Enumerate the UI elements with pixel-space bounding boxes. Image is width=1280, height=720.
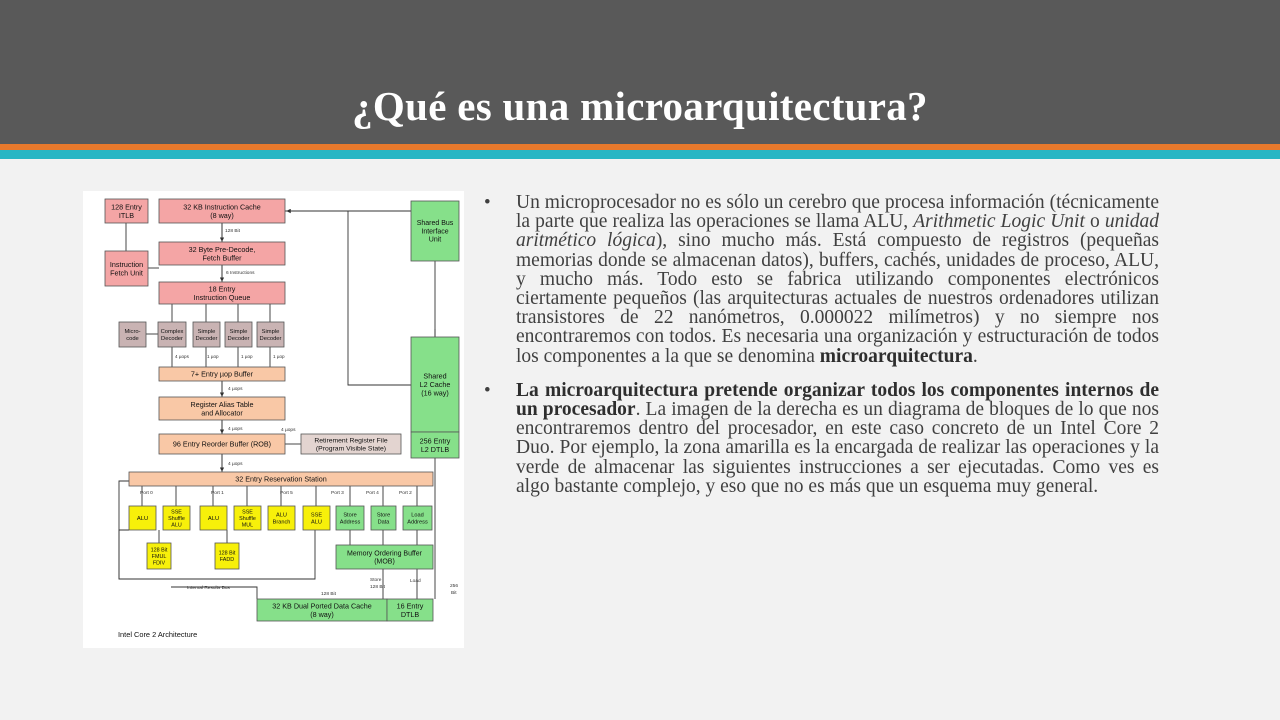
- diagram-label-uops4e: 4 µops: [228, 462, 243, 467]
- text-run: ), sino mucho más. Está compuesto de registros (pequeñas memorias donde se almacenan datos), buffers, cachés, unidades de proceso, ALU, y mucho más. Todo esto se fabrica utilizando componentes electrónicos ciertamente pequeños (las arquitecturas actuales de nuestros ordenadores utilizan transistores de 22 nanómetros, 0.000022 milímetros) y no siempre nos encontraremos con todos. Es necesaria una organización y estructuración de todos los componentes a la que se denomina: [516, 230, 1159, 367]
- block-label-alubr: ALU: [276, 512, 287, 519]
- diagram-label-port0: Port 0: [140, 491, 153, 496]
- block-label-simple3: Simple: [261, 329, 280, 336]
- block-sse2: [234, 506, 261, 530]
- block-label-itlb: 128 Entry: [111, 202, 142, 212]
- block-label-ifetch: Fetch Unit: [110, 268, 143, 278]
- diagram-label-port1: Port 1: [211, 491, 224, 496]
- block-label-rs: 32 Entry Reservation Station: [235, 474, 327, 484]
- block-label-sbiu: Interface: [421, 228, 449, 236]
- block-label-simple1: Simple: [197, 329, 216, 336]
- diagram-label-load: Load: [410, 579, 421, 584]
- diagram-label-bit256b: Bit: [451, 591, 457, 596]
- diagram-caption: Intel Core 2 Architecture: [118, 630, 198, 639]
- core2-architecture-diagram: [83, 191, 464, 648]
- block-rrf: [301, 434, 401, 454]
- block-label-simple1: Decoder: [195, 335, 218, 342]
- block-dtlb16: [387, 599, 433, 621]
- diagram-label-port3: Port 3: [331, 491, 344, 496]
- diagram-label-uops4: 4 µops: [175, 354, 189, 359]
- block-staddr: [336, 506, 364, 530]
- block-label-sse1: ALU: [171, 522, 182, 529]
- bold-term: La microarquitectura pretende organizar todos los componentes internos de un procesador: [516, 379, 1159, 421]
- block-label-ldaddr: Address: [407, 519, 428, 526]
- block-dcache: [257, 599, 387, 621]
- block-label-dcache: 32 KB Dual Ported Data Cache: [272, 601, 372, 611]
- block-label-sse1: SSE: [171, 509, 182, 516]
- block-label-stdata: Store: [376, 512, 391, 519]
- block-label-fmul: FMUL: [151, 553, 167, 560]
- block-label-mob: Memory Ordering Buffer: [347, 550, 422, 558]
- block-label-microcode: code: [126, 335, 139, 342]
- block-label-stdata: Data: [377, 519, 390, 526]
- block-ldaddr: [403, 506, 432, 530]
- diagram-label-uop1b: 1 µop: [241, 354, 253, 359]
- block-label-sbiu: Shared Bus: [416, 220, 454, 228]
- diagram-wire: [348, 211, 411, 385]
- bullet-list: [482, 193, 1159, 496]
- block-sse3: [303, 506, 330, 530]
- block-alubr: [268, 506, 295, 530]
- block-label-simple3: Decoder: [259, 335, 282, 342]
- block-alu1: [129, 506, 156, 530]
- block-uopbuf: [159, 367, 285, 381]
- block-stdata: [371, 506, 396, 530]
- block-label-uopbuf: 7+ Entry µop Buffer: [190, 369, 254, 379]
- block-fmul: [147, 543, 171, 569]
- block-label-alu1: ALU: [136, 516, 149, 523]
- block-dtlb256: [411, 432, 459, 458]
- block-label-icache: 32 KB Instruction Cache: [183, 202, 261, 212]
- block-iqueue: [159, 282, 285, 304]
- block-label-mob: (MOB): [374, 558, 395, 566]
- diagram-label-instr6: 6 Instructions: [226, 271, 255, 276]
- block-label-rob: 96 Entry Reorder Buffer (ROB): [172, 439, 272, 449]
- block-rat: [159, 397, 285, 420]
- diagram-label-bit128b: 128 Bit: [370, 585, 385, 590]
- block-icache: [159, 199, 285, 223]
- block-label-simple2: Simple: [229, 329, 248, 336]
- block-label-itlb: ITLB: [118, 210, 135, 220]
- bullet-dot: •: [484, 192, 491, 213]
- block-label-alu2: ALU: [207, 516, 220, 523]
- block-label-l2: L2 Cache: [419, 380, 451, 390]
- italic-term: unidad aritmético lógica: [516, 211, 1159, 252]
- block-alu2: [200, 506, 227, 530]
- block-mob: [336, 545, 433, 569]
- diagram-label-bit256: 256: [450, 584, 459, 589]
- block-sbiu: [411, 201, 459, 261]
- block-label-sse3: ALU: [311, 519, 322, 526]
- block-label-ifetch: Instruction: [109, 259, 144, 269]
- block-simple1: [193, 322, 220, 347]
- block-simple3: [257, 322, 284, 347]
- text-run: .: [972, 345, 978, 367]
- text-column: [482, 193, 1159, 511]
- title-bar: [0, 0, 1280, 144]
- block-fadd: [215, 543, 239, 569]
- slide-title: ¿Qué es una microarquitectura?: [352, 83, 928, 129]
- text-run: Un microprocesador no es sólo un cerebro que procesa información (técnicamente la parte que realiza las operaciones se llama ALU,: [516, 192, 1159, 233]
- block-label-predecode: 32 Byte Pre-Decode,: [188, 244, 256, 254]
- block-l2: [411, 337, 459, 432]
- block-rs: [129, 472, 433, 486]
- block-label-l2: Shared: [423, 371, 447, 381]
- block-label-sse2: MUL: [241, 522, 254, 529]
- block-sse1: [163, 506, 190, 530]
- diagram-label-store: Store: [370, 578, 382, 583]
- block-label-sse1: Shuffle: [168, 515, 185, 522]
- block-label-complex: Complex: [160, 329, 184, 336]
- diagram-label-uops4d: 4 µops: [281, 428, 296, 433]
- diagram-label-port5: Port 5: [280, 491, 293, 496]
- diagram-label-port2: Port 2: [399, 491, 412, 496]
- block-label-l2: (16 way): [421, 388, 449, 398]
- block-label-simple2: Decoder: [227, 335, 250, 342]
- diagram-label-uop1a: 1 µop: [207, 354, 219, 359]
- block-label-alubr: Branch: [272, 519, 291, 526]
- block-predecode: [159, 242, 285, 265]
- bullet-dot: •: [484, 379, 491, 401]
- block-label-iqueue: Instruction Queue: [193, 292, 251, 302]
- block-label-rrf: (Program Visible State): [315, 445, 387, 453]
- block-label-dtlb16: 16 Entry: [396, 601, 424, 611]
- block-label-sse2: SSE: [242, 509, 253, 516]
- block-label-rrf: Retirement Register File: [314, 437, 388, 445]
- diagram-label-uop1c: 1 µop: [273, 354, 285, 359]
- diagram-label-uops4b: 4 µops: [228, 387, 243, 392]
- block-label-icache: (8 way): [210, 210, 234, 220]
- text-run: . La imagen de la derecha es un diagrama de bloques de lo que nos encontraremos dentro del procesador, en este caso concreto de un Intel Core 2 Duo. Por ejemplo, la zona amarilla es la encargada de realizar las operaciones y la verde de almacenar las siguientes instrucciones a ser ejecutadas. Como ves es algo bastante complejo, y eso que no es más que un esquema muy general.: [516, 399, 1159, 497]
- bullet-item-1: [484, 192, 1159, 367]
- block-label-dtlb16: DTLB: [400, 609, 420, 619]
- block-label-sse2: Shuffle: [239, 515, 256, 522]
- block-label-rat: and Allocator: [201, 408, 243, 418]
- bold-term: microarquitectura: [819, 345, 973, 367]
- block-label-staddr: Store: [343, 512, 357, 519]
- block-complex: [158, 322, 186, 347]
- block-microcode: [119, 322, 146, 347]
- diagram-label-bit128a: 128 Bit: [225, 229, 240, 234]
- bullet-item-2: [484, 379, 1159, 497]
- diagram-label-irb: Internal Results Bus: [187, 586, 230, 591]
- block-ifetch: [105, 251, 148, 286]
- accent-stripe-teal: [0, 150, 1280, 159]
- block-label-fmul: FDIV: [152, 560, 166, 567]
- block-simple2: [225, 322, 252, 347]
- block-label-dtlb256: L2 DTLB: [420, 444, 450, 454]
- block-label-rat: Register Alias Table: [190, 399, 254, 409]
- block-label-iqueue: 18 Entry: [208, 284, 236, 294]
- block-label-predecode: Fetch Buffer: [202, 253, 242, 263]
- block-label-microcode: Micro-: [124, 329, 141, 336]
- block-label-sse3: SSE: [310, 512, 323, 519]
- diagram-label-port4: Port 4: [366, 491, 379, 496]
- diagram-label-bit128c: 128 Bit: [321, 592, 336, 597]
- italic-term: Arithmetic Logic Unit: [913, 211, 1085, 233]
- diagram-label-uops4c: 4 µops: [228, 427, 243, 432]
- block-label-complex: Decoder: [161, 335, 183, 342]
- block-label-staddr: Address: [339, 519, 361, 526]
- block-label-fadd: FADD: [219, 557, 235, 564]
- block-label-dtlb256: 256 Entry: [419, 436, 451, 446]
- block-label-dcache: (8 way): [310, 609, 334, 619]
- text-run: o: [1084, 211, 1105, 233]
- block-label-ldaddr: Load: [411, 512, 424, 519]
- block-itlb: [105, 199, 148, 223]
- block-label-fadd: 128 Bit: [218, 550, 236, 557]
- block-rob: [159, 434, 285, 454]
- diagram-canvas: [83, 191, 464, 648]
- block-label-sbiu: Unit: [428, 236, 442, 244]
- block-label-fmul: 128 Bit: [150, 547, 168, 554]
